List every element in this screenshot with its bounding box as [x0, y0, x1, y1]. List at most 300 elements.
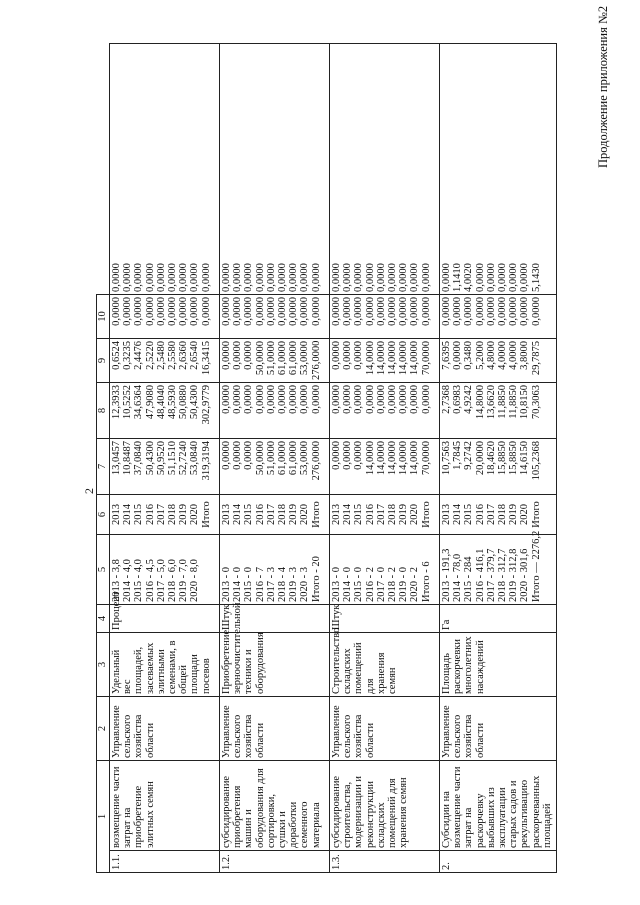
funding-source-9-value: 5,2000 [474, 341, 486, 370]
years-value: 2019 [288, 504, 300, 525]
funding-source-9-value: 70,0000 [420, 341, 432, 376]
funding-source-9-value: 0,0000 [221, 341, 232, 370]
total-funding-cell [330, 439, 440, 495]
funding-source-10-value: 0,0000 [122, 297, 134, 326]
target-values-cell [220, 535, 330, 605]
target-values-value [201, 537, 212, 602]
total-funding-value: 50,9520 [155, 441, 167, 476]
funding-source-9-value: 14,0000 [386, 341, 398, 376]
years-value: 2020 [409, 504, 421, 525]
funding-source-9-value: 29,7875 [530, 341, 542, 376]
target-values-value: 2016 - 4,5 [144, 559, 156, 602]
funding-source-8-value: 34,6364 [133, 385, 145, 420]
funding-source-11-value: 0,0000 [409, 263, 421, 292]
funding-source-11-value: 0,0000 [441, 263, 452, 292]
target-values-value: 2016 - 7 [254, 567, 266, 602]
funding-source-10-value: 0,0000 [375, 297, 387, 326]
funding-source-8-value: 12,3933 [111, 385, 122, 420]
funding-source-9-value: 14,0000 [398, 341, 410, 376]
total-funding-value: 14,0000 [409, 441, 421, 476]
years-value: 2019 [398, 504, 410, 525]
unit-of-measure: Штук [330, 605, 440, 633]
funding-source-10-value: 0,0000 [485, 297, 497, 326]
total-funding-value: 9,2742 [463, 441, 475, 470]
total-funding-value: 10,7563 [441, 441, 452, 476]
measure-name: возмещение части затрат на приобретение элитных семян [110, 761, 220, 851]
funding-source-8-cell [330, 383, 440, 439]
table-row [220, 44, 330, 873]
total-funding-value: 51,0000 [265, 441, 277, 476]
funding-source-9-value: 0,0000 [232, 341, 244, 370]
indicator-name: Строительство складских помещений для хранения семян [330, 633, 440, 697]
funding-source-11-value: 0,0000 [200, 263, 212, 292]
table-row [440, 44, 557, 873]
funding-source-11-value: 0,0000 [221, 263, 232, 292]
funding-source-8-value: 13,6620 [485, 385, 497, 420]
funding-source-9-value: 14,0000 [409, 341, 421, 376]
years-value: 2016 [144, 504, 156, 525]
funding-source-11-value: 0,0000 [265, 263, 277, 292]
funding-source-11-cell [110, 44, 220, 295]
years-value: 2015 [133, 504, 145, 525]
funding-source-8-cell [110, 383, 220, 439]
target-values-value: 2018 - 6,0 [166, 559, 178, 602]
funding-source-9-value: 0,0000 [353, 341, 365, 370]
total-funding-value: 20,0000 [474, 441, 486, 476]
total-funding-value: 0,0000 [221, 441, 232, 470]
funding-source-10-value: 0,0000 [496, 297, 508, 326]
funding-source-9-value: 3,8000 [519, 341, 531, 370]
header-col-8: 8 [97, 383, 110, 439]
target-values-value: Итого - 6 [420, 561, 432, 602]
years-cell [330, 495, 440, 535]
total-funding-value: 15,8850 [496, 441, 508, 476]
funding-source-11-value: 0,0000 [353, 263, 365, 292]
row-number: 2. [440, 851, 557, 873]
target-values-value: 2013 - 0 [331, 567, 342, 602]
funding-source-10-value: 0,0000 [452, 297, 464, 326]
funding-source-11-value: 0,0000 [288, 263, 300, 292]
total-funding-value: 0,0000 [342, 441, 354, 470]
target-values-value: 2014 - 78,0 [452, 553, 464, 602]
target-values-value: 2017 - 5,0 [155, 559, 167, 602]
funding-source-8-value: 0,0000 [342, 385, 354, 414]
funding-source-11-value: 0,0000 [166, 263, 178, 292]
funding-source-10-cell [110, 295, 220, 339]
funding-source-11-value: 0,0000 [310, 263, 322, 292]
target-values-value: 2014 - 0 [232, 567, 244, 602]
funding-source-11-value: 0,0000 [342, 263, 354, 292]
funding-source-11-value: 0,0000 [519, 263, 531, 292]
target-values-value: 2019 - 312,8 [508, 548, 520, 602]
funding-source-11-value: 0,0000 [155, 263, 167, 292]
years-value: Итого [420, 501, 432, 528]
funding-source-8-value: 0,0000 [353, 385, 365, 414]
header-col-3: 3 [97, 633, 110, 697]
funding-source-9-value: 14,0000 [375, 341, 387, 376]
total-funding-value: 10,8487 [122, 441, 134, 476]
target-values-value: 2020 - 2 [409, 567, 421, 602]
responsible-executor: Управление сельского хозяйства области [330, 697, 440, 761]
funding-source-10-value: 0,0000 [155, 297, 167, 326]
program-table [96, 43, 553, 873]
row-number: 1.1. [110, 851, 220, 873]
funding-source-11-value: 0,0000 [485, 263, 497, 292]
funding-source-10-value: 0,0000 [409, 297, 421, 326]
total-funding-value: 14,0000 [375, 441, 387, 476]
years-value: 2013 [331, 504, 342, 525]
years-value: 2020 [189, 504, 201, 525]
target-values-value: 2019 - 0 [398, 567, 410, 602]
page-number: 2 [82, 488, 96, 494]
funding-source-9-cell [110, 339, 220, 383]
funding-source-11-value: 0,0000 [232, 263, 244, 292]
funding-source-10-value: 0,0000 [221, 297, 232, 326]
funding-source-10-value: 0,0000 [243, 297, 255, 326]
funding-source-11-value: 0,0000 [299, 263, 311, 292]
funding-source-10-value: 0,0000 [386, 297, 398, 326]
total-funding-value: 105,2368 [530, 441, 542, 481]
years-value: 2015 [353, 504, 365, 525]
funding-source-9-value: 2,4476 [133, 341, 145, 370]
years-value: 2014 [452, 504, 464, 525]
funding-source-8-value: 0,0000 [375, 385, 387, 414]
funding-source-11-value: 0,0000 [496, 263, 508, 292]
funding-source-9-value: 2,5580 [166, 341, 178, 370]
total-funding-value: 61,0000 [288, 441, 300, 476]
funding-source-9-value: 2,6360 [178, 341, 190, 370]
years-value: 2017 [485, 504, 497, 525]
years-value: 2017 [265, 504, 277, 525]
funding-source-9-value: 61,0000 [276, 341, 288, 376]
funding-source-9-value: 16,3415 [200, 341, 212, 376]
funding-source-8-value: 48,5930 [166, 385, 178, 420]
responsible-executor: Управление сельского хозяйства области [110, 697, 220, 761]
funding-source-9-value: 0,6524 [111, 341, 122, 370]
total-funding-value: 13,0457 [111, 441, 122, 476]
funding-source-9-value: 4,0000 [496, 341, 508, 370]
funding-source-10-value: 0,0000 [144, 297, 156, 326]
total-funding-value: 70,0000 [420, 441, 432, 476]
funding-source-10-value: 0,0000 [331, 297, 342, 326]
target-values-value: 2019 - 3 [288, 567, 300, 602]
header-col-1: 1 [97, 761, 110, 873]
funding-source-9-value: 0,0000 [243, 341, 255, 370]
years-value: 2019 [178, 504, 190, 525]
funding-source-8-value: 11,8850 [508, 385, 520, 419]
funding-source-8-value: 50,4300 [189, 385, 201, 420]
funding-source-9-value: 50,0000 [254, 341, 266, 376]
table-body [110, 44, 557, 873]
target-values-value: 2015 - 284 [463, 556, 475, 602]
funding-source-11-value: 0,0000 [144, 263, 156, 292]
total-funding-value: 1,7845 [452, 441, 464, 470]
funding-source-9-value: 0,3480 [463, 341, 475, 370]
funding-source-8-value: 0,0000 [254, 385, 266, 414]
years-value: 2020 [519, 504, 531, 525]
funding-source-8-value: 0,0000 [265, 385, 277, 414]
funding-source-9-value: 0,0000 [452, 341, 464, 370]
funding-source-9-cell [330, 339, 440, 383]
funding-source-8-value: 0,0000 [299, 385, 311, 414]
header-row [97, 44, 110, 873]
funding-source-11-value: 1,1410 [452, 263, 464, 292]
total-funding-value: 276,0000 [310, 441, 322, 481]
indicator-name: Приобретение зерноочистительной техники и оборудования [220, 633, 330, 697]
years-value: 2014 [122, 504, 134, 525]
target-values-value: 2016 - 416,1 [474, 548, 486, 602]
funding-source-11-value: 0,0000 [398, 263, 410, 292]
years-value: 2018 [166, 504, 178, 525]
years-value: 2020 [299, 504, 311, 525]
total-funding-cell [220, 439, 330, 495]
funding-source-9-value: 51,0000 [265, 341, 277, 376]
funding-source-11-value: 0,0000 [474, 263, 486, 292]
target-values-value: 2020 - 301,6 [519, 548, 531, 602]
funding-source-10-value: 0,0000 [519, 297, 531, 326]
funding-source-10-value: 0,0000 [474, 297, 486, 326]
funding-source-8-value: 0,6983 [452, 385, 464, 414]
funding-source-10-value: 0,0000 [342, 297, 354, 326]
years-value: 2013 [221, 504, 232, 525]
total-funding-value: 0,0000 [331, 441, 342, 470]
unit-of-measure: Процент [110, 605, 220, 633]
funding-source-10-value: 0,0000 [178, 297, 190, 326]
target-values-value: 2018 - 4 [276, 567, 288, 602]
total-funding-value: 14,0000 [364, 441, 376, 476]
funding-source-11-value: 0,0000 [508, 263, 520, 292]
target-values-value: 2017 - 3 [265, 567, 277, 602]
total-funding-value: 0,0000 [353, 441, 365, 470]
target-values-value: 2019 - 7,0 [178, 559, 190, 602]
funding-source-8-value: 10,5252 [122, 385, 134, 420]
funding-source-8-value: 0,0000 [288, 385, 300, 414]
years-cell [220, 495, 330, 535]
funding-source-11-value: 0,0000 [178, 263, 190, 292]
funding-source-11-value: 0,0000 [254, 263, 266, 292]
funding-source-8-value: 0,0000 [420, 385, 432, 414]
funding-source-10-cell [220, 295, 330, 339]
header-col-4: 4 [97, 605, 110, 633]
responsible-executor: Управление сельского хозяйства области [440, 697, 557, 761]
funding-source-8-value: 11,8850 [496, 385, 508, 419]
funding-source-9-value: 0,3235 [122, 341, 134, 370]
funding-source-8-value: 0,0000 [243, 385, 255, 414]
funding-source-8-value: 0,0000 [364, 385, 376, 414]
funding-source-11-value: 0,0000 [111, 263, 122, 292]
years-value: Итого [200, 501, 212, 528]
years-value: 2017 [375, 504, 387, 525]
target-values-value: 2013 - 0 [221, 567, 232, 602]
total-funding-value: 53,0840 [189, 441, 201, 476]
unit-of-measure: Штук [220, 605, 330, 633]
total-funding-value: 319,3194 [200, 441, 212, 481]
target-values-value: 2015 - 4,0 [133, 559, 145, 602]
funding-source-10-value: 0,0000 [398, 297, 410, 326]
appendix-continuation-label: Продолжение приложения №2 [596, 5, 610, 168]
funding-source-9-value: 276,0000 [310, 340, 322, 380]
years-value: 2018 [496, 504, 508, 525]
years-value: 2018 [386, 504, 398, 525]
funding-source-11-value: 0,0000 [386, 263, 398, 292]
years-cell [110, 495, 220, 535]
years-value: 2016 [364, 504, 376, 525]
target-values-cell [440, 530, 557, 605]
target-values-value: 2013 - 191,3 [441, 548, 452, 602]
funding-source-9-cell [220, 339, 330, 383]
years-value: 2018 [276, 504, 288, 525]
total-funding-value: 53,0000 [299, 441, 311, 476]
total-funding-value: 14,0000 [398, 441, 410, 476]
target-values-value: 2013 - 3,8 [111, 559, 122, 602]
funding-source-10-value: 0,0000 [276, 297, 288, 326]
funding-source-10-value: 0,0000 [265, 297, 277, 326]
funding-source-8-value: 48,4040 [155, 385, 167, 420]
years-value: 2015 [463, 504, 475, 525]
funding-source-10-value: 0,0000 [288, 297, 300, 326]
years-value: 2014 [232, 504, 244, 525]
target-values-cell [110, 535, 220, 605]
funding-source-10-value: 0,0000 [530, 297, 542, 326]
funding-source-11-value: 4,0020 [463, 263, 475, 292]
funding-source-10-value: 0,0000 [441, 297, 452, 326]
funding-source-8-value: 0,0000 [232, 385, 244, 414]
funding-source-8-value: 2,7368 [441, 385, 452, 414]
funding-source-10-value: 0,0000 [310, 297, 322, 326]
funding-source-8-value: 47,9080 [144, 385, 156, 420]
target-values-value: 2018 - 312,7 [496, 548, 508, 602]
funding-source-10-value: 0,0000 [166, 297, 178, 326]
target-values-value: 2015 - 0 [243, 567, 255, 602]
years-value: 2016 [474, 504, 486, 525]
funding-source-8-value: 4,9242 [463, 385, 475, 414]
header-col-9: 9 [97, 339, 110, 383]
funding-source-9-value: 53,0000 [299, 341, 311, 376]
funding-source-10-value: 0,0000 [299, 297, 311, 326]
target-values-value: 2014 - 4,0 [122, 559, 134, 602]
years-value: Итого [530, 501, 542, 528]
years-value: 2013 [441, 504, 452, 525]
target-values-value: 2017 - 379,7 [485, 548, 497, 602]
funding-source-8-value: 0,0000 [310, 385, 322, 414]
funding-source-11-cell [440, 44, 557, 295]
total-funding-value: 0,0000 [232, 441, 244, 470]
funding-source-10-value: 0,0000 [200, 297, 212, 326]
target-values-value: 2016 - 2 [364, 567, 376, 602]
target-values-value: 2018 - 2 [386, 567, 398, 602]
years-value: 2017 [155, 504, 167, 525]
funding-source-11-value: 0,0000 [133, 263, 145, 292]
funding-source-11-value: 0,0000 [375, 263, 387, 292]
target-values-value: 2017 - 0 [375, 567, 387, 602]
measure-name: субсидирование строительства, модернизации и реконструкции складских помещений для хранения семян [330, 761, 440, 851]
total-funding-value: 50,0000 [254, 441, 266, 476]
years-cell [440, 495, 557, 535]
funding-source-10-value: 0,0000 [508, 297, 520, 326]
funding-source-9-value: 2,6540 [189, 341, 201, 370]
funding-source-9-value: 4,0000 [508, 341, 520, 370]
funding-source-10-value: 0,0000 [232, 297, 244, 326]
header-col-7: 7 [97, 439, 110, 495]
funding-source-11-value: 0,0000 [364, 263, 376, 292]
responsible-executor: Управление сельского хозяйства области [220, 697, 330, 761]
total-funding-value: 37,0840 [133, 441, 145, 476]
years-value: 2015 [243, 504, 255, 525]
total-funding-value: 14,6150 [519, 441, 531, 476]
indicator-name: Площадь раскорчевки многолетних насаждений [440, 633, 557, 697]
funding-source-10-value: 0,0000 [189, 297, 201, 326]
funding-source-11-value: 0,0000 [243, 263, 255, 292]
funding-source-9-value: 0,0000 [331, 341, 342, 370]
target-values-value: 2014 - 0 [342, 567, 354, 602]
table-row [330, 44, 440, 873]
target-values-value: Итого — 2276,2 [530, 530, 542, 602]
years-value: 2016 [254, 504, 266, 525]
total-funding-value: 50,4300 [144, 441, 156, 476]
funding-source-10-cell [440, 295, 557, 339]
header-col-2: 2 [97, 697, 110, 761]
years-value: 2014 [342, 504, 354, 525]
funding-source-8-value: 0,0000 [331, 385, 342, 414]
total-funding-cell [440, 439, 557, 495]
funding-source-8-value: 0,0000 [221, 385, 232, 414]
measures-table [96, 43, 557, 873]
total-funding-value: 61,0000 [276, 441, 288, 476]
measure-name: Субсидии на возмещение части затрат на раскорчевку выбывших из эксплуатации старых садов и рекультивацию раскорчеванных площадей [440, 761, 557, 851]
header-col-5: 5 [97, 535, 110, 605]
funding-source-10-value: 0,0000 [254, 297, 266, 326]
total-funding-value: 15,8850 [508, 441, 520, 476]
funding-source-10-value: 0,0000 [111, 297, 122, 326]
header-col-10: 10 [97, 295, 110, 339]
funding-source-9-value: 2,5220 [144, 341, 156, 370]
years-value: 2013 [111, 504, 122, 525]
funding-source-10-value: 0,0000 [353, 297, 365, 326]
target-values-cell [330, 535, 440, 605]
funding-source-9-value: 14,0000 [364, 341, 376, 376]
funding-source-11-cell [220, 44, 330, 295]
funding-source-11-value: 0,0000 [122, 263, 134, 292]
unit-of-measure: Га [440, 605, 557, 633]
total-funding-value: 52,7240 [178, 441, 190, 476]
funding-source-11-value: 5,1430 [530, 263, 542, 292]
funding-source-10-value: 0,0000 [420, 297, 432, 326]
funding-source-8-value: 70,3063 [530, 385, 542, 420]
total-funding-value: 14,0000 [386, 441, 398, 476]
total-funding-value: 18,4620 [485, 441, 497, 476]
years-value: 2019 [508, 504, 520, 525]
funding-source-8-value: 10,8150 [519, 385, 531, 420]
funding-source-8-cell [440, 383, 557, 439]
funding-source-9-value: 2,5480 [155, 341, 167, 370]
measure-name: субсидирование приобретения машин и оборудования для сортировки, сушки и доработки семенного материала [220, 761, 330, 851]
funding-source-8-value: 50,0880 [178, 385, 190, 420]
funding-source-8-cell [220, 383, 330, 439]
funding-source-10-value: 0,0000 [364, 297, 376, 326]
funding-source-11-value: 0,0000 [331, 263, 342, 292]
funding-source-9-cell [440, 339, 557, 383]
target-values-value: 2020 - 8,0 [189, 559, 201, 602]
indicator-name: Удельный вес площадей, засеваемых элитными семенами, в общей площади посевов [110, 633, 220, 697]
header-col-6: 6 [97, 495, 110, 535]
funding-source-8-value: 0,0000 [276, 385, 288, 414]
funding-source-11-value: 0,0000 [276, 263, 288, 292]
funding-source-10-cell [330, 295, 440, 339]
table-row [110, 44, 220, 873]
funding-source-8-value: 0,0000 [386, 385, 398, 414]
funding-source-11-value: 0,0000 [189, 263, 201, 292]
row-number: 1.3. [330, 851, 440, 873]
